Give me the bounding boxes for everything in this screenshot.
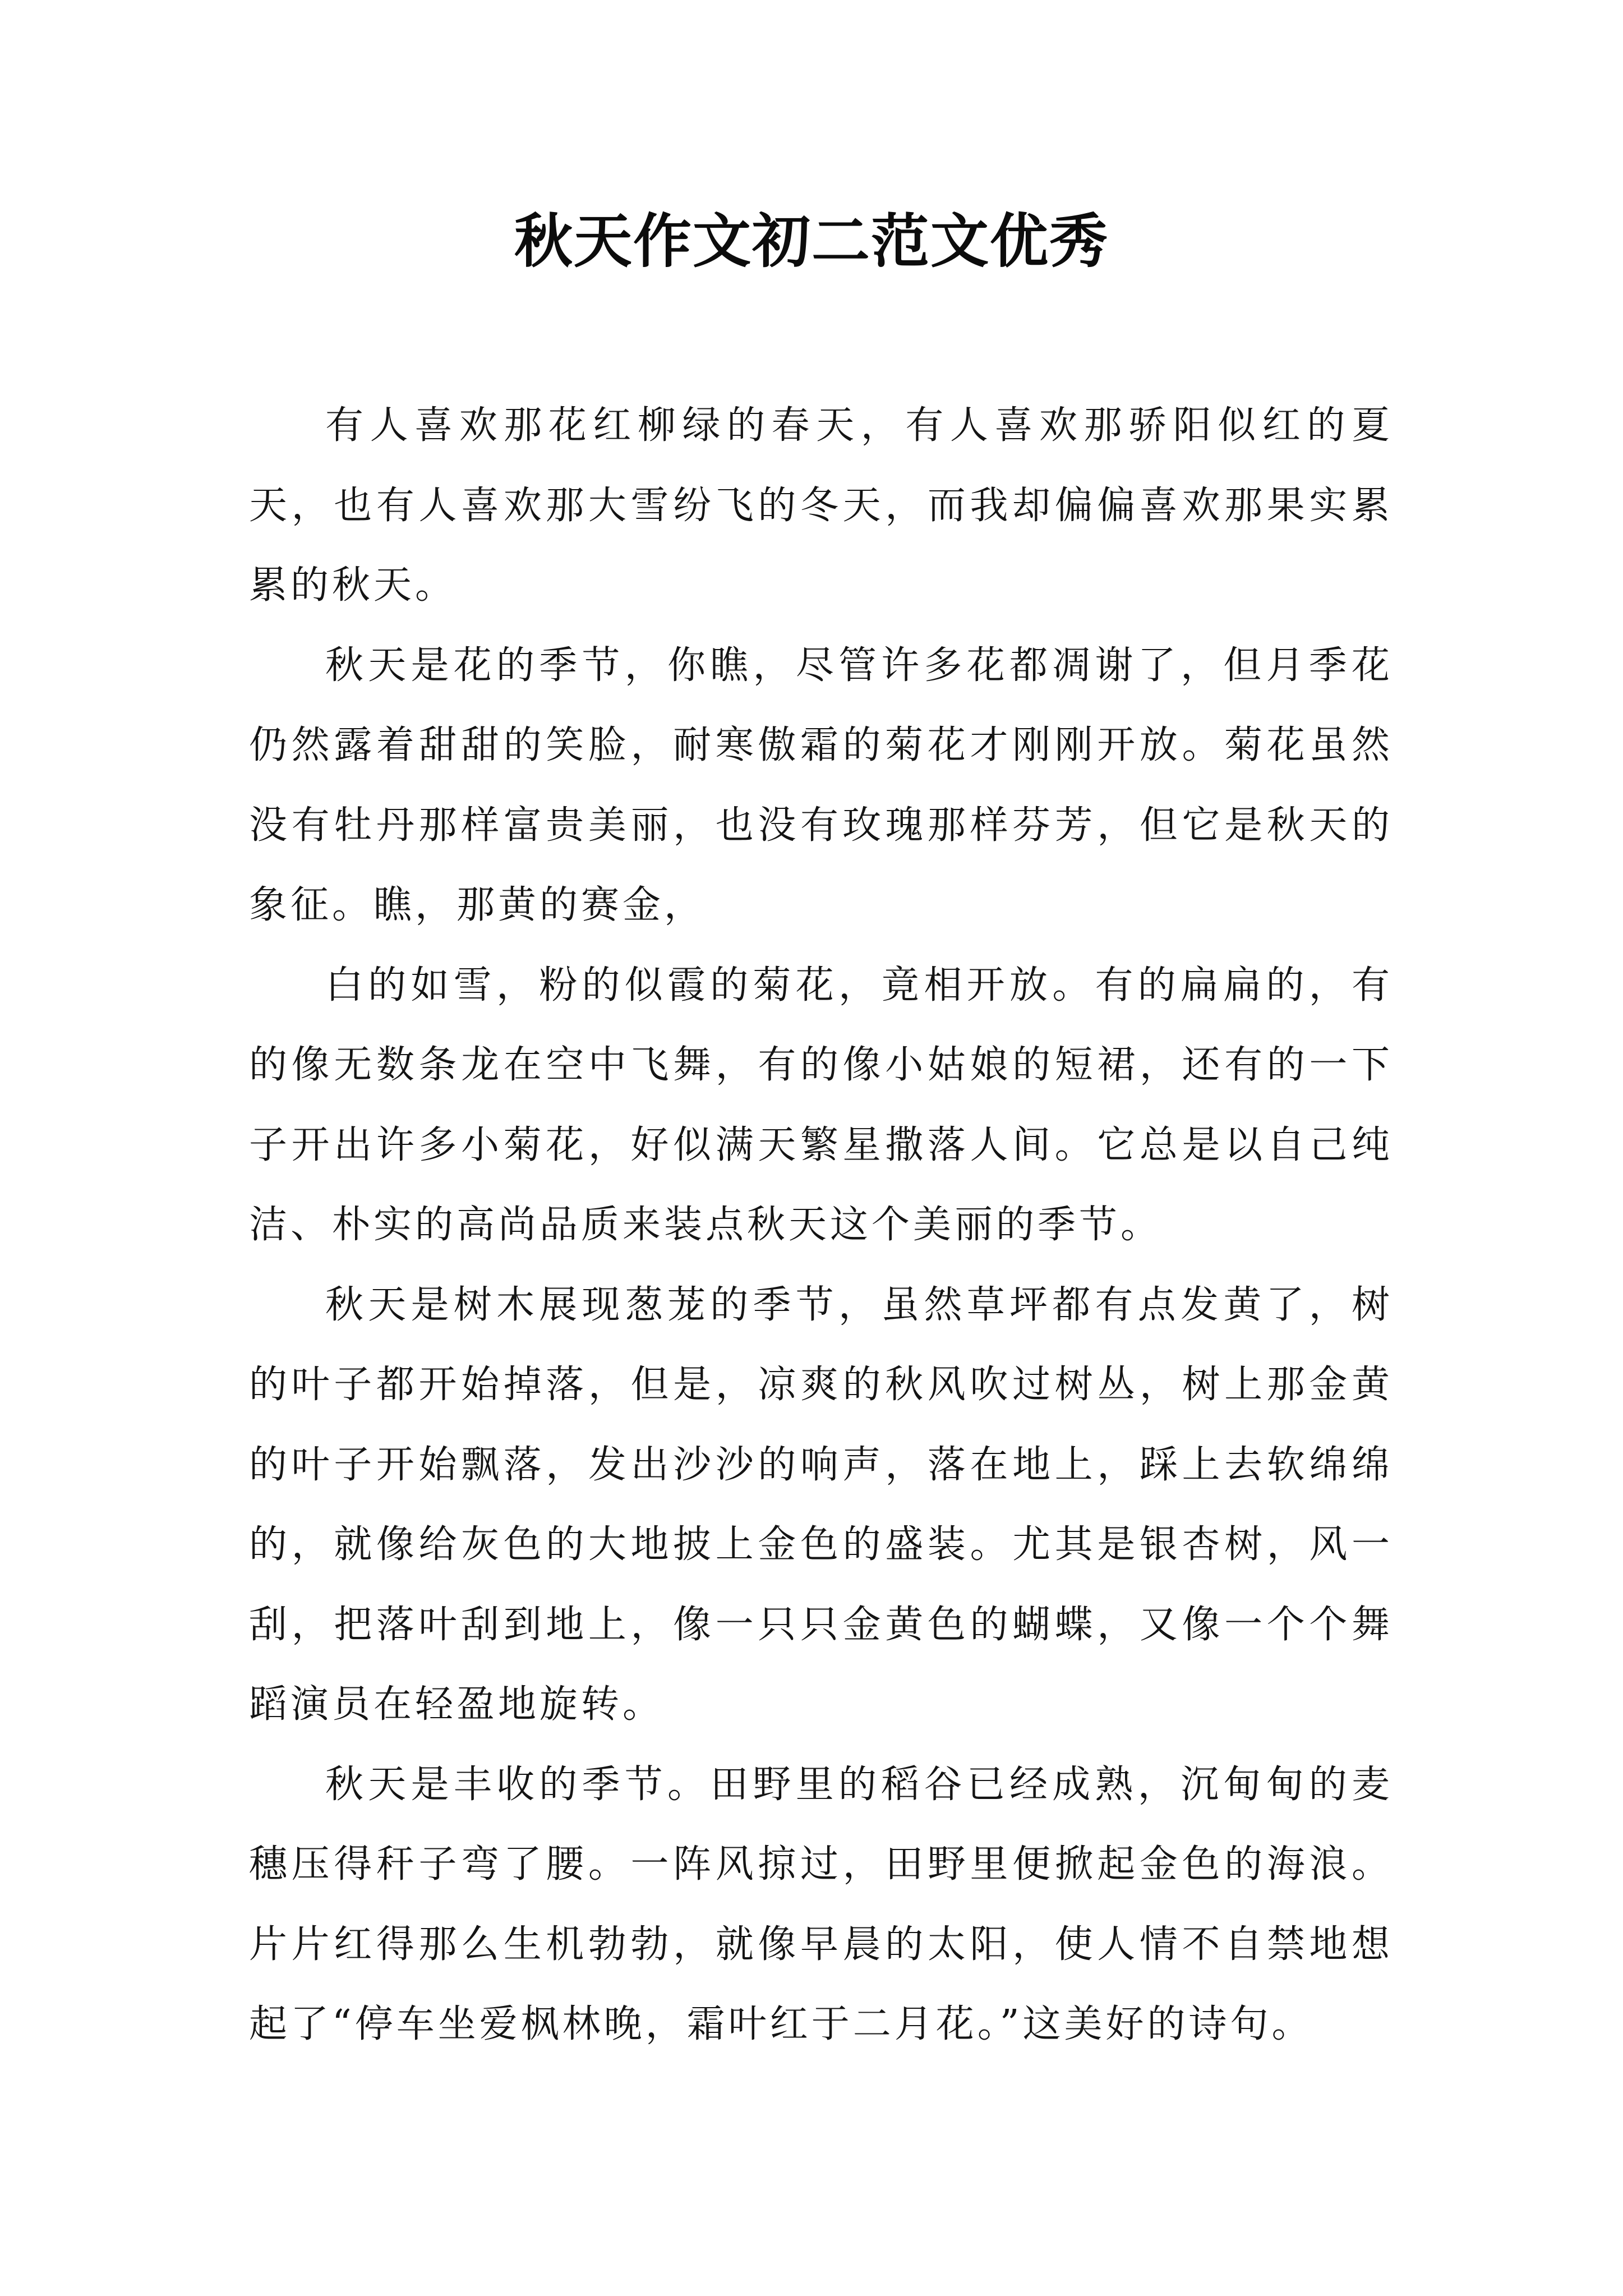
paragraph-trees: 秋天是树木展现葱茏的季节，虽然草坪都有点发黄了，树的叶子都开始掉落，但是，凉爽的秋风吹过树丛，树上那金黄的叶子开始飘落，发出沙沙的响声，落在地上，踩上去软绵绵的，就像给灰色的大地披上金色的盛装。尤其是银杏树，风一刮，把落叶刮到地上，像一只只金黄色的蝴蝶，又像一个个舞蹈演员在轻盈地旋转。 (249, 1282, 1393, 1727)
paragraph-harvest: 秋天是丰收的季节。田野里的稻谷已经成熟，沉甸甸的麦穗压得秆子弯了腰。一阵风掠过，田野里便掀起金色的海浪。片片红得那么生机勃勃，就像早晨的太阳，使人情不自禁地想起了“停车坐爱枫林晚，霜叶红于二月花。”这美好的诗句。 (249, 1762, 1393, 2046)
paragraph-flowers: 秋天是花的季节，你瞧，尽管许多花都凋谢了，但月季花仍然露着甜甜的笑脸，耐寒傲霜的菊花才刚刚开放。菊花虽然没有牡丹那样富贵美丽，也没有玫瑰那样芬芳，但它是秋天的象征。瞧，那黄的赛金， (249, 643, 1393, 927)
document-body (249, 386, 1393, 2065)
paragraph-chrysanthemums: 白的如雪，粉的似霞的菊花，竟相开放。有的扁扁的，有的像无数条龙在空中飞舞，有的像小姑娘的短裙，还有的一下子开出许多小菊花，好似满天繁星撒落人间。它总是以自己纯洁、朴实的高尚品质来装点秋天这个美丽的季节。 (249, 963, 1393, 1247)
document-title: 秋天作文初二范文优秀 (514, 206, 1109, 275)
paragraph-intro: 有人喜欢那花红柳绿的春天，有人喜欢那骄阳似红的夏天，也有人喜欢那大雪纷飞的冬天，而我却偏偏喜欢那果实累累的秋天。 (249, 403, 1393, 608)
